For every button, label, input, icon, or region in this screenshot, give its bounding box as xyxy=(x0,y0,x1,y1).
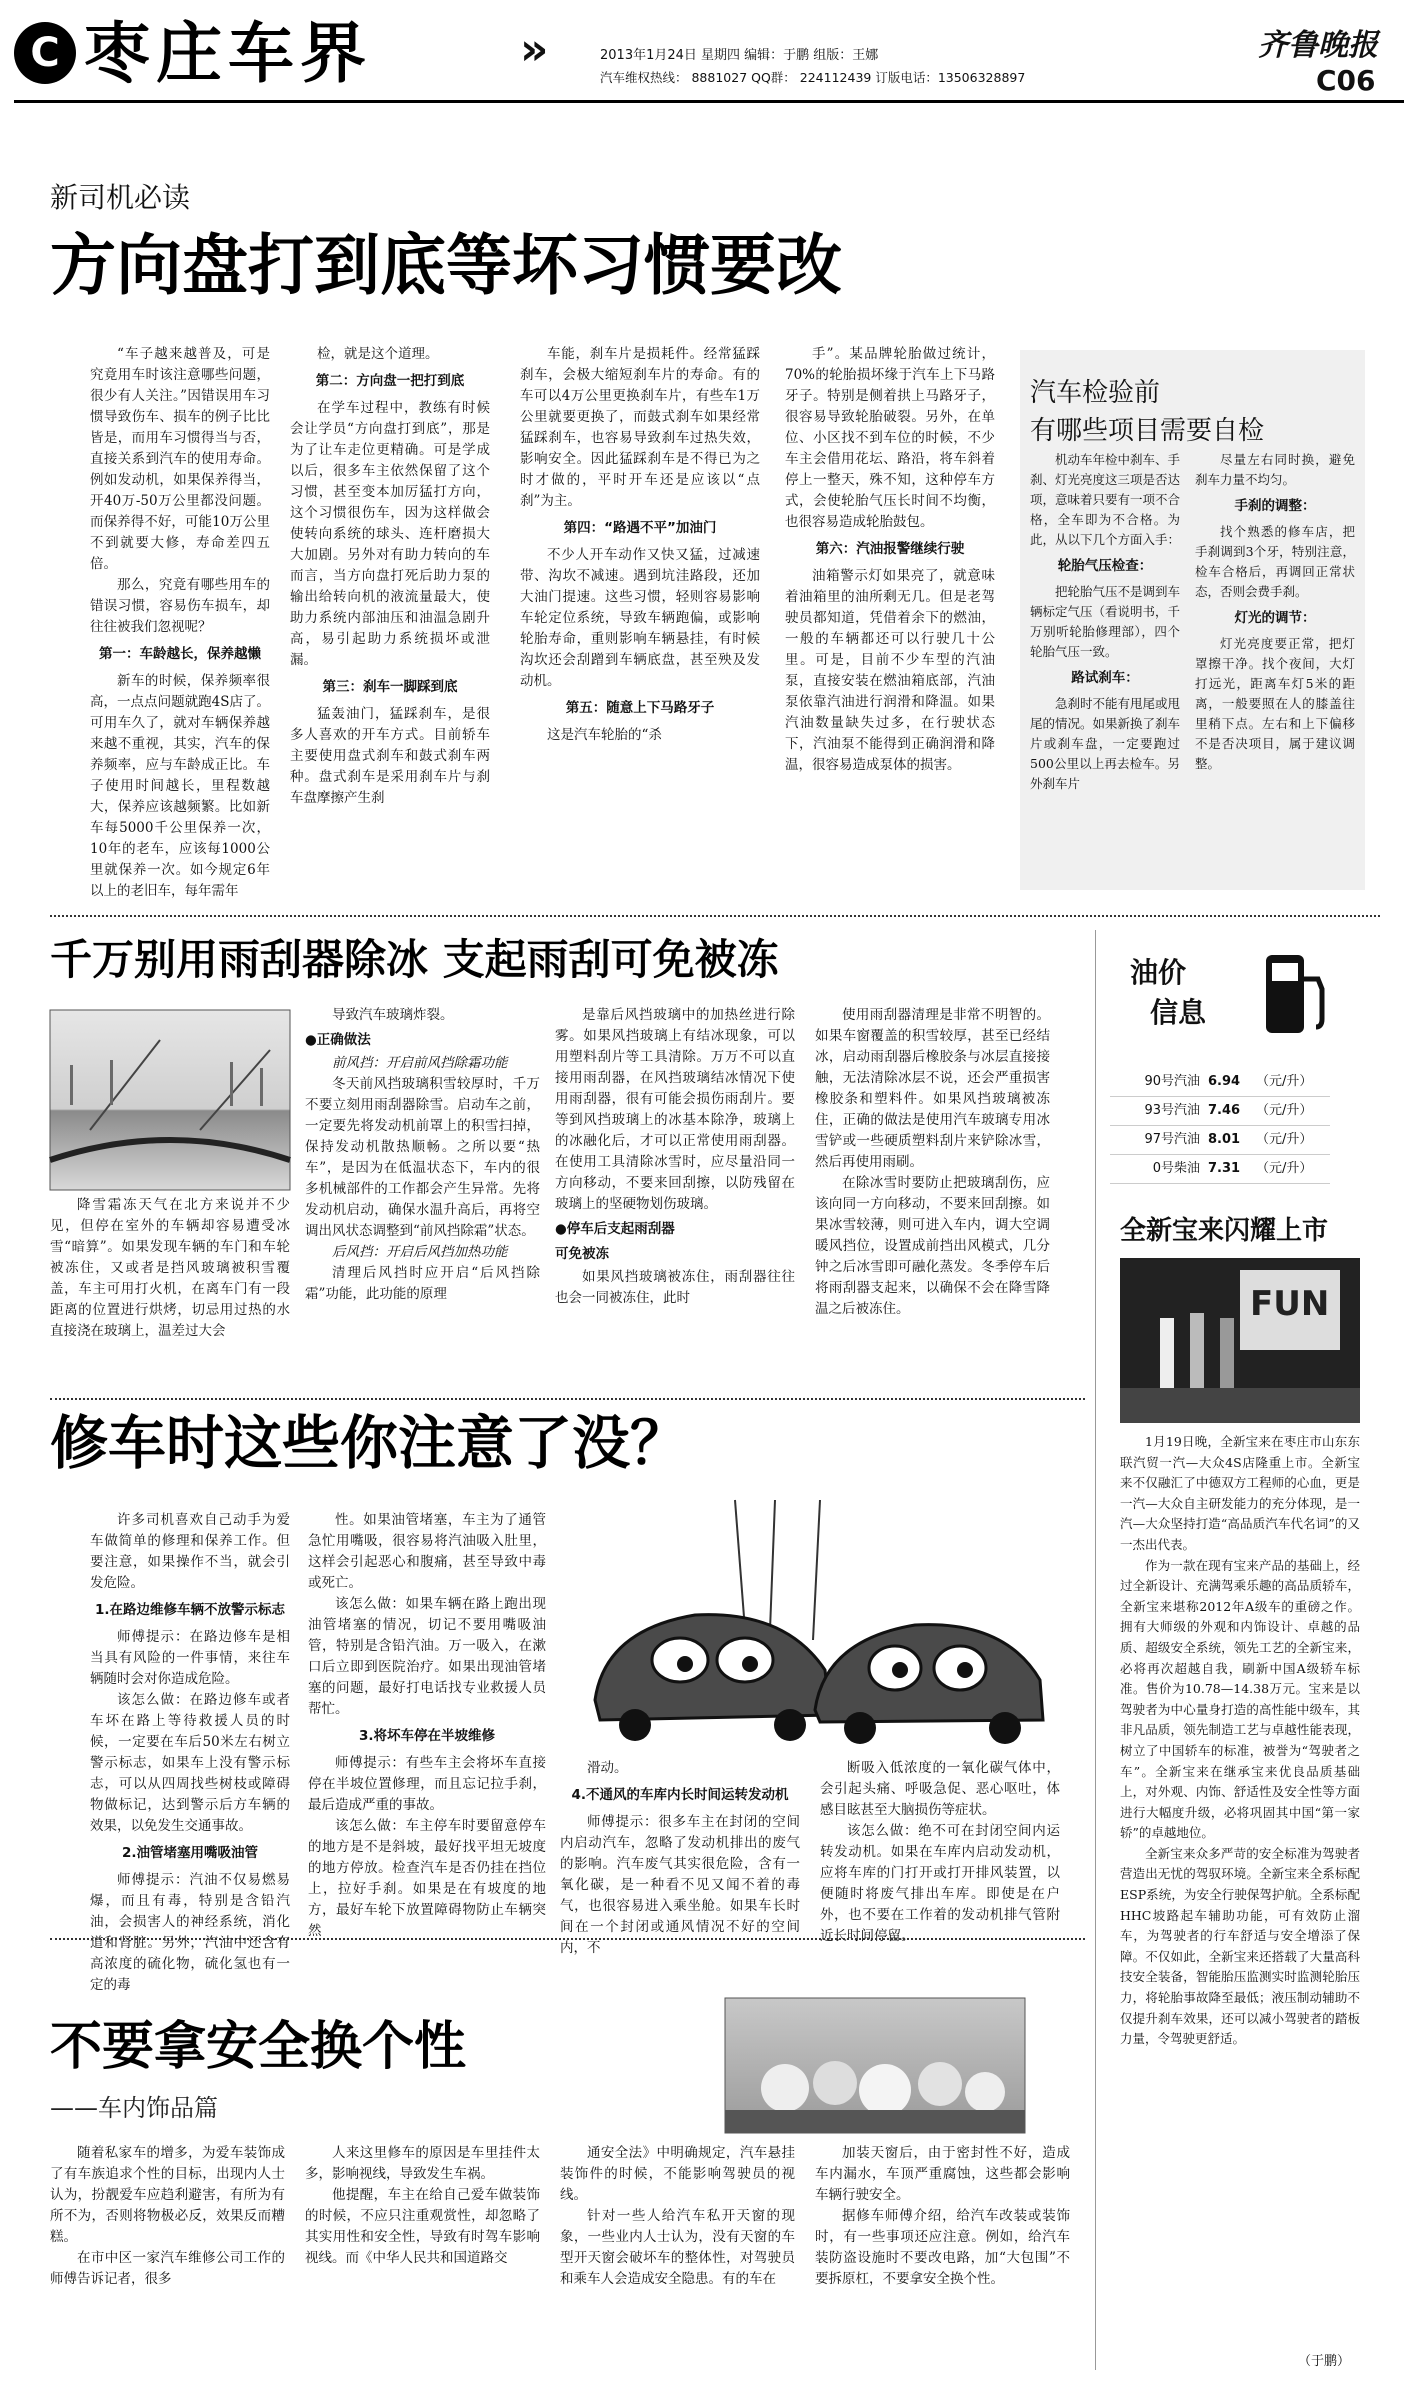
paragraph: 新车的时候，保养频率很高，一点点问题就跑4S店了。可用车久了，就对车辆保养越来越不重视，其实，汽车的保养频率，应与车龄成正比。车子使用时间越长，里程数越大，保养应该越频繁。比如新车每5000千公里保养一次，10年的老车，应该每1000公里就保养一次。如今规定6年以上的老旧车，每年需年 xyxy=(90,673,270,899)
subheading: 手刹的调整： xyxy=(1234,498,1316,514)
section-arrows-icon: » xyxy=(520,24,549,75)
article2-col-4 xyxy=(815,1005,1050,1390)
paragraph: 断吸入低浓度的一氧化碳气体中，会引起头痛、呼吸急促、恶心呕吐，体感目眩甚至大脑损伤等症状。 xyxy=(820,1760,1060,1818)
paragraph: 随着私家车的增多，为爱车装饰成了有车族追求个性的目标，出现内人士认为，扮靓爱车应趋利避害，有所为有所不为，否则将物极必反，效果反而糟糕。 xyxy=(50,2145,285,2245)
fuel-name: 0号柴油 xyxy=(1152,1161,1200,1176)
article3-col-3 xyxy=(560,1758,800,1956)
fuel-unit: （元/升） xyxy=(1256,1074,1313,1089)
bullet-heading: ●正确做法 xyxy=(305,1032,371,1048)
article1-col-2 xyxy=(290,344,490,889)
paragraph: 性。如果油管堵塞，车主为了通管急忙用嘴吸，很容易将汽油吸入肚里，这样会引起恶心和腹痛，甚至导致中毒或死亡。 xyxy=(308,1512,546,1591)
oil-price-row xyxy=(1110,1097,1330,1126)
paragraph: 使用雨刮器清理是非常不明智的。如果车窗覆盖的积雪较厚，甚至已经结冰，启动雨刮器后橡胶条与冰层直接接触，无法清除冰层不说，还会严重损害橡胶条和塑料件。如果风挡玻璃被冻住，正确的做法是使用汽车玻璃专用冰雪铲或一些硬质塑料刮片来铲除冰雪，然后再使用雨刷。 xyxy=(815,1007,1050,1170)
subheading: 4.不通风的车库内长时间运转发动机 xyxy=(571,1787,789,1803)
oil-price-header xyxy=(1110,945,1360,1045)
paragraph: 滑动。 xyxy=(587,1760,628,1776)
sidebar1-left-col xyxy=(1030,450,1180,880)
sidebar2-author: （于鹏） xyxy=(1298,2354,1351,2369)
article3-col-4 xyxy=(820,1758,1060,1944)
paragraph: 他提醒，车主在给自己爱车做装饰的时候，不应只注重观赏性，却忽略了其实用性和安全性，导致有时驾车影响视线。而《中华人民共和国道路交 xyxy=(305,2187,540,2266)
article3-col-1 xyxy=(90,1510,290,1993)
paragraph: 加装天窗后，由于密封性不好，造成车内漏水，车顶严重腐蚀，这些都会影响车辆行驶安全。 xyxy=(815,2145,1070,2203)
paragraph: 灯光亮度要正常，把灯罩擦干净。找个夜间，大灯打远光，距离车灯5米的距离，一般要照在人的膝盖往里稍下点。左右和上下偏移不是否决项目，属于建议调整。 xyxy=(1195,636,1355,771)
paragraph: 那么，究竟有哪些用车的错误习惯，容易伤车损车，却往往被我们忽视呢？ xyxy=(90,577,270,635)
paragraph: 师傅提示：有些车主会将坏车直接停在半坡位置修理，而且忘记拉手刹，最后造成严重的事故。 xyxy=(308,1755,546,1813)
paragraph: 检，就是这个道理。 xyxy=(317,346,439,362)
paragraph: 师傅提示：很多车主在封闭的空间内启动汽车，忽略了发动机排出的废气的影响。汽车废气其实很危险，含有一氧化碳，是一种看不见又闻不着的毒气，也很容易进入乘坐舱。如果车长时间在一个封闭或通风情况不好的空间内，不 xyxy=(560,1814,800,1956)
divider-3 xyxy=(50,1938,1085,1940)
article4-col-2 xyxy=(305,2143,540,2358)
event-banner-text: FUN xyxy=(1250,1284,1330,1324)
paragraph: 在学车过程中，教练有时候会让学员“方向盘打到底”，那是为了让车走位更精确。可是学成以后，很多车主依然保留了这个习惯，甚至变本加厉猛打方向，这个习惯很伤车，因为这样做会使转向系统的球头、连杆磨损大大加剧。另外对有助力转向的车而言，当方向盘打死后助力泵的输出给转向机的液流量最大，使助力系统内部油压和油温急剧升高，易引起助力系统损坏或泄漏。 xyxy=(290,400,490,668)
subheading: 轮胎气压检查： xyxy=(1057,558,1153,574)
article2-col-3 xyxy=(555,1005,795,1390)
paragraph: 如果风挡玻璃被冻住，雨刮器往往也会一同被冻住，此时 xyxy=(555,1269,795,1306)
oil-title-1: 油价 xyxy=(1130,956,1187,989)
paragraph: 尽量左右同时换，避免刹车力量不均匀。 xyxy=(1195,452,1355,487)
lead-note: 后风挡：开启后风挡加热功能 xyxy=(332,1244,508,1260)
sidebar1-right-col xyxy=(1195,450,1355,880)
divider-1 xyxy=(50,915,1380,917)
section-name: 枣庄车界 xyxy=(84,15,372,92)
article2-col-1 xyxy=(50,1195,290,1385)
article4-subtitle: ——车内饰品篇 xyxy=(50,2094,218,2122)
paragraph: 在除冰雪时要防止把玻璃刮伤，应该向同一方向移动，不要来回刮擦。如果冰雪较薄，则可进入车内，调大空调暖风挡位，设置成前挡出风模式，几分钟之后冰雪即可融化蒸发。冬季停车后将雨刮器支起来，以确保不会在降雪降温之后被冻住。 xyxy=(815,1175,1050,1317)
paragraph: 据修车师傅介绍，给汽车改装或装饰时，有一些事项还应注意。例如，给汽车装防盗设施时不要改电路，加“大包围”不要拆原杠，不要拿安全换个性。 xyxy=(815,2208,1070,2287)
fuel-unit: （元/升） xyxy=(1256,1132,1313,1147)
subheading: 路试刹车： xyxy=(1071,670,1139,686)
fuel-name: 97号汽油 xyxy=(1144,1132,1200,1147)
oil-price-row xyxy=(1110,1126,1330,1155)
subheading: 第五：随意上下马路牙子 xyxy=(565,700,715,716)
paragraph: 1月19日晚，全新宝来在枣庄市山东东联汽贸一汽—大众4S店隆重上市。全新宝来不仅融汇了中德双方工程师的心血，更是一汽—大众自主研发能力的充分体现，是一汽—大众坚持打造“高品质汽车代名词”的又一杰出代表。 xyxy=(1120,1434,1360,1552)
article1-kicker: 新司机必读 xyxy=(50,181,191,214)
paragraph: 师傅提示：在路边修车是相当具有风险的一件事情，来往车辆随时会对你造成危险。 xyxy=(90,1629,290,1687)
paragraph: 在市中区一家汽车维修公司工作的师傅告诉记者，很多 xyxy=(50,2250,285,2287)
launch-event-photo xyxy=(1120,1258,1360,1423)
sidebar1-title-2: 有哪些项目需要自检 xyxy=(1030,416,1265,446)
oil-price-table xyxy=(1110,1068,1330,1184)
fuel-name: 90号汽油 xyxy=(1144,1074,1200,1089)
paragraph: 通安全法》中明确规定，汽车悬挂装饰件的时候，不能影响驾驶员的视线。 xyxy=(560,2145,795,2203)
article4-title: 不要拿安全换个性 xyxy=(50,2017,467,2077)
right-column-divider xyxy=(1095,930,1096,2370)
fuel-price: 8.01 xyxy=(1208,1132,1241,1147)
paragraph: 把轮胎气压不是调到车辆标定气压（看说明书，千万别听轮胎修理部），四个轮胎气压一致。 xyxy=(1030,584,1181,659)
subheading: 第一：车龄越长，保养越懒 xyxy=(99,646,261,662)
oil-price-row xyxy=(1110,1155,1330,1184)
paragraph: 清理后风挡时应开启“后风挡除霜”功能，此功能的原理 xyxy=(305,1265,540,1302)
paragraph: 猛轰油门，猛踩刹车，是很多人喜欢的开车方式。目前轿车主要使用盘式刹车和鼓式刹车两种。盘式刹车是采用刹车片与刹车盘摩擦产生刹 xyxy=(290,706,490,806)
fuel-price: 7.31 xyxy=(1208,1161,1241,1176)
sidebar2-body xyxy=(1120,1432,1360,2347)
paragraph: 许多司机喜欢自己动手为爱车做简单的修理和保养工作。但要注意，如果操作不当，就会引发危险。 xyxy=(90,1512,290,1591)
sidebar2-title: 全新宝来闪耀上市 xyxy=(1120,1216,1329,1246)
paragraph: 冬天前风挡玻璃积雪较厚时，千万不要立刻用雨刮器除雪。启动车之前，一定要先将发动机前罩上的积雪扫掉，保持发动机散热顺畅。之所以要“热车”，是因为在低温状态下，车内的很多机械部件的工作都会产生异常。先将发动机启动，确保水温升高后，再将空调出风状态调整到“前风挡除霜”状态。 xyxy=(305,1076,540,1239)
article2-title: 千万别用雨刮器除冰 支起雨刮可免被冻 xyxy=(50,935,779,984)
paragraph: 作为一款在现有宝来产品的基础上，经过全新设计、充满驾乘乐趣的高品质轿车，全新宝来堪称2012年A级车的重磅之作。拥有大师级的外观和内饰设计、卓越的品质、超级安全系统，领先工艺的全新宝来，必将再次超越自我，刷新中国A级轿车标准。售价为10.78—14.38万元。宝来是以驾驶者为中心量身打造的高性能中级车，其非凡品质，领先制造工艺与卓越性能表现，树立了中国轿车的标准，被誉为“驾驶者之车”。全新宝来在继承宝来优良品质基础上，对外观、内饰、舒适性及安全性等方面进行大幅度升级，必将巩固其中国“第一家轿”的卓越地位。 xyxy=(1120,1557,1360,1841)
paragraph: 全新宝来众多严苛的安全标准为驾驶者营造出无忧的驾驭环境。全新宝来全系标配ESP系统，为安全行驶保驾护航。全系标配HHC坡路起车辅助功能，可有效防止溜车，为驾驶者的行车舒适与安全增添了保障。不仅如此，全新宝来还搭载了大量高科技安全装备，智能胎压监测实时监测轮胎压力，将轮胎事故降至最低；液压制动辅助不仅提升刹车效果，还可以减小驾驶者的踏板力量，令驾驶更舒适。 xyxy=(1120,1845,1360,2047)
oil-price-row xyxy=(1110,1068,1330,1097)
fuel-unit: （元/升） xyxy=(1256,1103,1313,1118)
page-number: C06 xyxy=(1316,64,1376,97)
paragraph: 找个熟悉的修车店，把手刹调到3个牙，特别注意，检车合格后，再调回正常状态，否则会费手刹。 xyxy=(1195,524,1355,599)
subheading: 第二：方向盘一把打到底 xyxy=(315,373,465,389)
sidebar1-title-1: 汽车检验前 xyxy=(1030,378,1161,408)
subheading: 1.在路边维修车辆不放警示标志 xyxy=(94,1602,286,1618)
article3-col-2 xyxy=(308,1510,546,1939)
subheading: 第四：“路遇不平”加油门 xyxy=(563,520,717,536)
oil-title-2: 信息 xyxy=(1150,996,1207,1029)
paragraph: 针对一些人给汽车私开天窗的现象，一些业内人士认为，没有天窗的车型开天窗会破坏车的整体性，对驾驶员和乘车人会造成安全隐患。有的车在 xyxy=(560,2208,795,2287)
paper-name: 齐鲁晚报 xyxy=(1258,28,1378,63)
fuel-name: 93号汽油 xyxy=(1144,1103,1200,1118)
cartoon-cars-illustration xyxy=(575,1500,1055,1750)
bullet-heading: 可免被冻 xyxy=(555,1246,609,1262)
fuel-price: 6.94 xyxy=(1208,1074,1241,1089)
paragraph: 该怎么做：绝不可在封闭空间内运转发动机。如果在车库内启动发动机，应将车库的门打开或打开排风装置，以便随时将废气排出车库。即使是在户外，也不要在工作着的发动机排气管附近长时间停留。 xyxy=(820,1823,1060,1944)
paragraph: 急刹时不能有甩尾或甩尾的情况。如果新换了刹车片或刹车盘，一定要跑过500公里以上再去检车。另外刹车片 xyxy=(1030,696,1181,791)
article1-col-1 xyxy=(90,344,270,899)
article4-col-1 xyxy=(50,2143,285,2358)
subheading: 第六：汽油报警继续行驶 xyxy=(815,541,965,557)
subheading: 2.油管堵塞用嘴吸油管 xyxy=(121,1845,259,1861)
article1-col-3 xyxy=(520,344,760,889)
bullet-heading: ●停车后支起雨刮器 xyxy=(555,1221,675,1237)
car-interior-toys-photo xyxy=(725,1998,1025,2133)
article2-col-2 xyxy=(305,1005,540,1390)
hotline-line: 汽车维权热线： 8881027 QQ群： 224112439 订版电话：13506328897 xyxy=(600,70,1026,85)
lead-note: 前风挡：开启前风挡除霜功能 xyxy=(332,1055,508,1071)
snowy-windshield-photo xyxy=(50,1010,290,1190)
paragraph: 是靠后风挡玻璃中的加热丝进行除雾。如果风挡玻璃上有结冰现象，可以用塑料刮片等工具清除。万万不可以直接用雨刮器，在风挡玻璃结冰情况下使用雨刮器，很有可能会损伤雨刮片。要等到风挡玻璃上的冰基本除净，玻璃上的冰融化后，才可以正常使用雨刮器。在使用工具清除冰雪时，应尽量沿同一方向移动，不要来回刮擦，以防残留在玻璃上的坚硬物划伤玻璃。 xyxy=(555,1007,795,1212)
subheading: 灯光的调节： xyxy=(1234,610,1316,626)
paragraph: 降雪霜冻天气在北方来说并不少见，但停在室外的车辆却容易遭受冰雪“暗算”。如果发现车辆的车门和车轮被冻住，又或者是挡风玻璃被积雪覆盖，车主可用打火机，在离车门有一段距离的位置进行烘烤，切忌用过热的水直接浇在玻璃上，温差过大会 xyxy=(50,1197,290,1339)
article4-col-4 xyxy=(815,2143,1070,2358)
fuel-price: 7.46 xyxy=(1208,1103,1241,1118)
section-letter: C xyxy=(30,30,60,76)
paragraph: 人来这里修车的原因是车里挂件太多，影响视线，导致发生车祸。 xyxy=(305,2145,540,2182)
paragraph: 这是汽车轮胎的“杀 xyxy=(547,727,662,743)
date-line: 2013年1月24日 星期四 编辑：于鹏 组版：王娜 xyxy=(600,48,879,63)
paragraph: 该怎么做：在路边修车或者车坏在路上等待救援人员的时候，一定要在车后50米左右树立警示标志，如果车上没有警示标志，可以从四周找些树枝或障碍物做标记，达到警示后方车辆的效果，以免发生交通事故。 xyxy=(90,1692,290,1834)
subheading: 第三：刹车一脚踩到底 xyxy=(322,679,458,695)
paragraph: 车能，刹车片是损耗件。经常猛踩刹车，会极大缩短刹车片的寿命。有的车可以4万公里更换刹车片，有些车1万公里就要更换了，而鼓式刹车如果经常猛踩刹车，也容易导致刹车过热失效，影响安全。因此猛踩刹车是不得已为之时才做的，平时开车还是应该以“点刹”为主。 xyxy=(520,346,760,509)
subheading: 3.将坏车停在半坡维修 xyxy=(358,1728,496,1744)
paragraph: 手”。某品牌轮胎做过统计，70%的轮胎损坏缘于汽车上下马路牙子。特别是侧着拱上马路牙子，很容易导致轮胎破裂。另外，在单位、小区找不到车位的时候，不少车主会借用花坛、路沿，将车斜着停上一整天，殊不知，这种停车方式，会使轮胎气压长时间不均衡，也很容易造成轮胎鼓包。 xyxy=(785,346,995,530)
paragraph: 该怎么做：车主停车时要留意停车的地方是不是斜坡，最好找平坦无坡度的地方停放。检查汽车是否仍挂在挡位上，拉好手刹。如果是在有坡度的地方，最好车轮下放置障碍物防止车辆突然 xyxy=(308,1818,546,1939)
article1-col-4 xyxy=(785,344,995,889)
divider-2 xyxy=(50,1398,1085,1400)
fuel-pump-icon xyxy=(1260,949,1330,1039)
article1-title: 方向盘打到底等坏习惯要改 xyxy=(50,227,842,304)
paragraph: 油箱警示灯如果亮了，就意味着油箱里的油所剩无几。但是老驾驶员都知道，凭借着余下的燃油，一般的车辆都还可以行驶几十公里。可是，目前不少车型的汽油泵，直接安装在燃油箱底部，汽油泵依靠汽油进行润滑和降温。如果汽油数量缺失过多，在行驶状态下，汽油泵不能得到正确润滑和降温，很容易造成泵体的损害。 xyxy=(785,568,995,773)
article4-col-3 xyxy=(560,2143,795,2358)
fuel-unit: （元/升） xyxy=(1256,1161,1313,1176)
masthead-rule xyxy=(14,100,1404,103)
paragraph: 该怎么做：如果车辆在路上跑出现油管堵塞的情况，切记不要用嘴吸油管，特别是含铅汽油。万一吸入，在漱口后立即到医院治疗。如果出现油管堵塞的问题，最好打电话找专业救援人员帮忙。 xyxy=(308,1596,546,1717)
paragraph: 不少人开车动作又快又猛，过减速带、沟坎不减速。遇到坑洼路段，还加大油门提速。这些习惯，轻则容易影响车轮定位系统，导致车辆跑偏，或影响轮胎寿命，重则影响车辆悬挂，有时候沟坎还会刮蹭到车辆底盘，甚至殃及发动机。 xyxy=(520,547,760,689)
paragraph: 师傅提示：汽油不仅易燃易爆，而且有毒，特别是含铅汽油，会损害人的神经系统，消化道和肾脏。另外，汽油中还含有高浓度的硫化物，硫化氢也有一定的毒 xyxy=(90,1872,290,1993)
paragraph: “车子越来越普及，可是究竟用车时该注意哪些问题，很少有人关注。”因错误用车习惯导致伤车、损车的例子比比皆是，而用车习惯得当与否，直接关系到汽车的使用寿命。例如发动机，如果保养得当，开40万-50万公里都没问题。而保养得不好，可能10万公里不到就要大修，寿命差四五倍。 xyxy=(90,346,270,572)
paragraph: 机动车年检中刹车、手刹、灯光亮度这三项是否达项，意味着只要有一项不合格，全车即为不合格。为此，从以下几个方面入手： xyxy=(1030,452,1181,547)
article3-title: 修车时这些你注意了没？ xyxy=(50,1409,689,1477)
paragraph: 导致汽车玻璃炸裂。 xyxy=(332,1007,454,1023)
